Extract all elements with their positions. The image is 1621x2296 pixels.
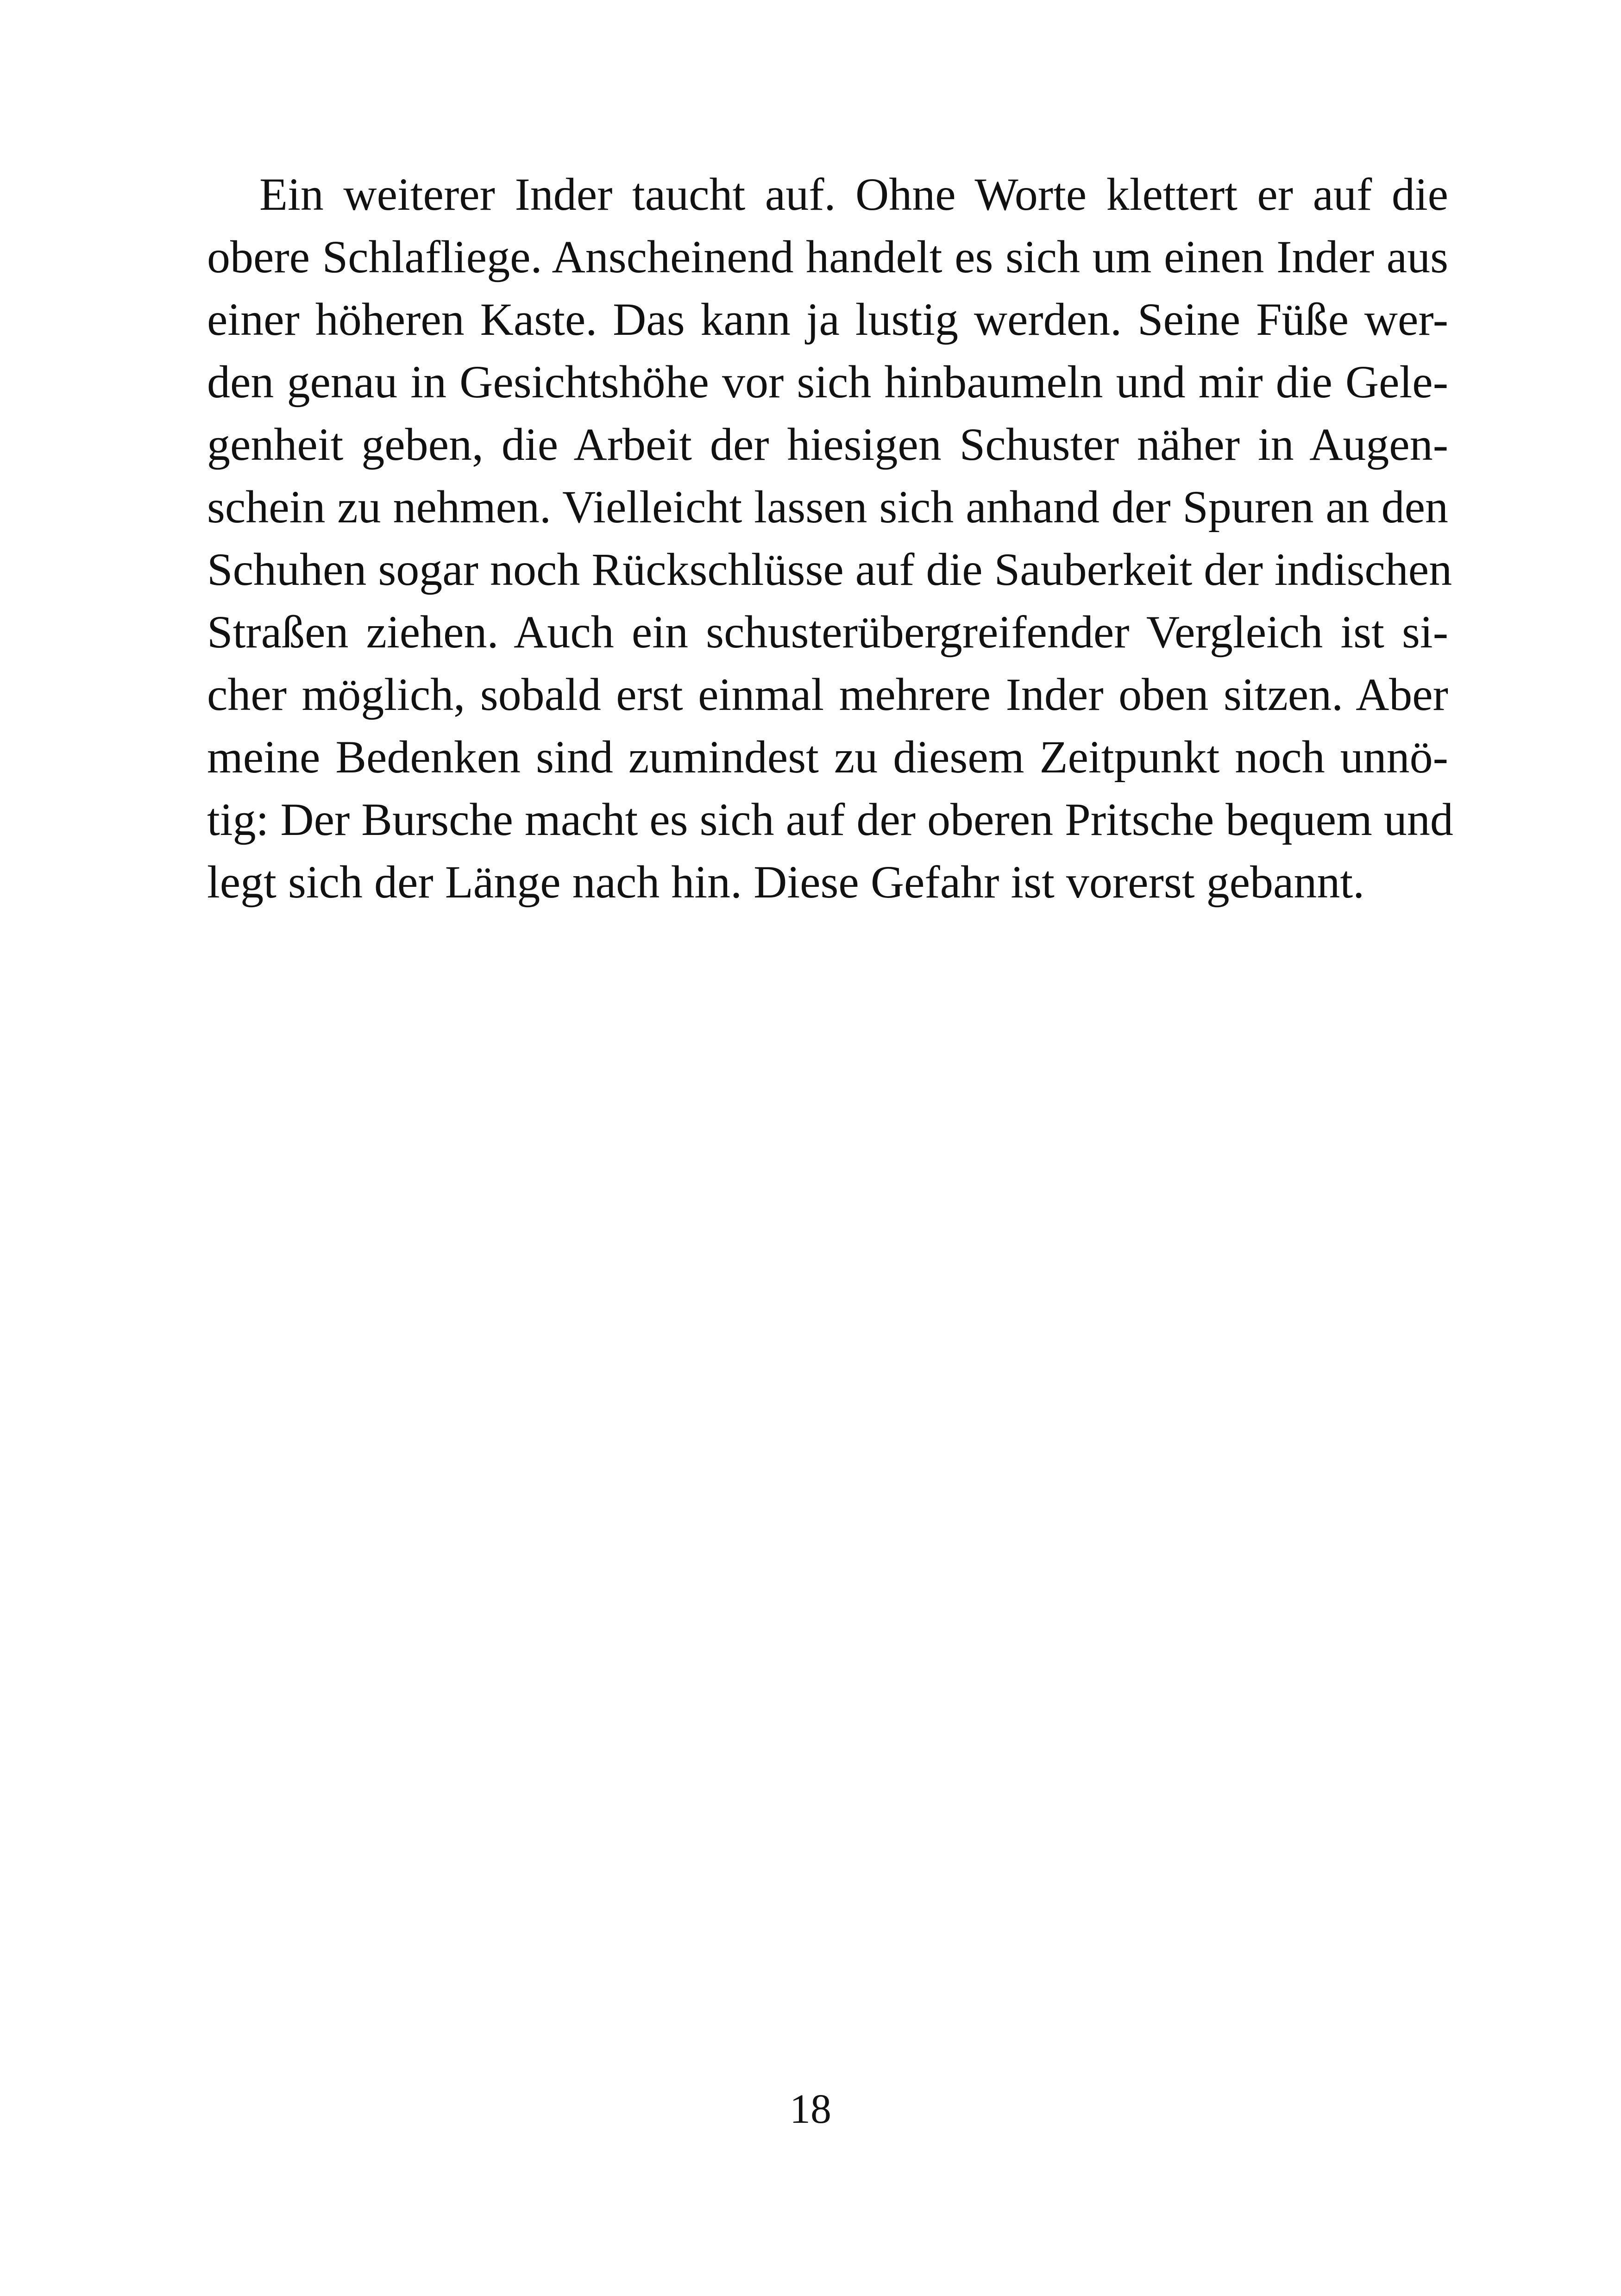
paragraph-line: den genau in Gesichtshöhe vor sich hinbaumeln und mir die Gele-: [207, 356, 1448, 408]
paragraph-line: cher möglich, sobald erst einmal mehrere Inder oben sitzen. Aber: [207, 669, 1448, 720]
page-number: 18: [790, 2086, 831, 2132]
paragraph-line: schein zu nehmen. Vielleicht lassen sich anhand der Spuren an den: [207, 481, 1448, 533]
paragraph-line: einer höheren Kaste. Das kann ja lustig werden. Seine Füße wer-: [207, 294, 1448, 345]
paragraph-line: Straßen ziehen. Auch ein schusterübergreifender Vergleich ist si-: [207, 606, 1448, 658]
paragraph-line: tig: Der Bursche macht es sich auf der oberen Pritsche bequem und: [207, 794, 1453, 845]
paragraph-line: obere Schlafliege. Anscheinend handelt es sich um einen Inder aus: [207, 231, 1448, 282]
paragraph-line: meine Bedenken sind zumindest zu diesem Zeitpunkt noch unnö-: [207, 731, 1448, 783]
paragraph-line: legt sich der Länge nach hin. Diese Gefahr ist vorerst gebannt.: [207, 856, 1365, 908]
paragraph-line: Ein weiterer Inder taucht auf. Ohne Worte klettert er auf die: [259, 169, 1448, 220]
paragraph-line: Schuhen sogar noch Rückschlüsse auf die Sauberkeit der indischen: [207, 544, 1452, 595]
paragraph-line: genheit geben, die Arbeit der hiesigen Schuster näher in Augen-: [207, 419, 1448, 470]
body-paragraph: [207, 163, 1453, 913]
